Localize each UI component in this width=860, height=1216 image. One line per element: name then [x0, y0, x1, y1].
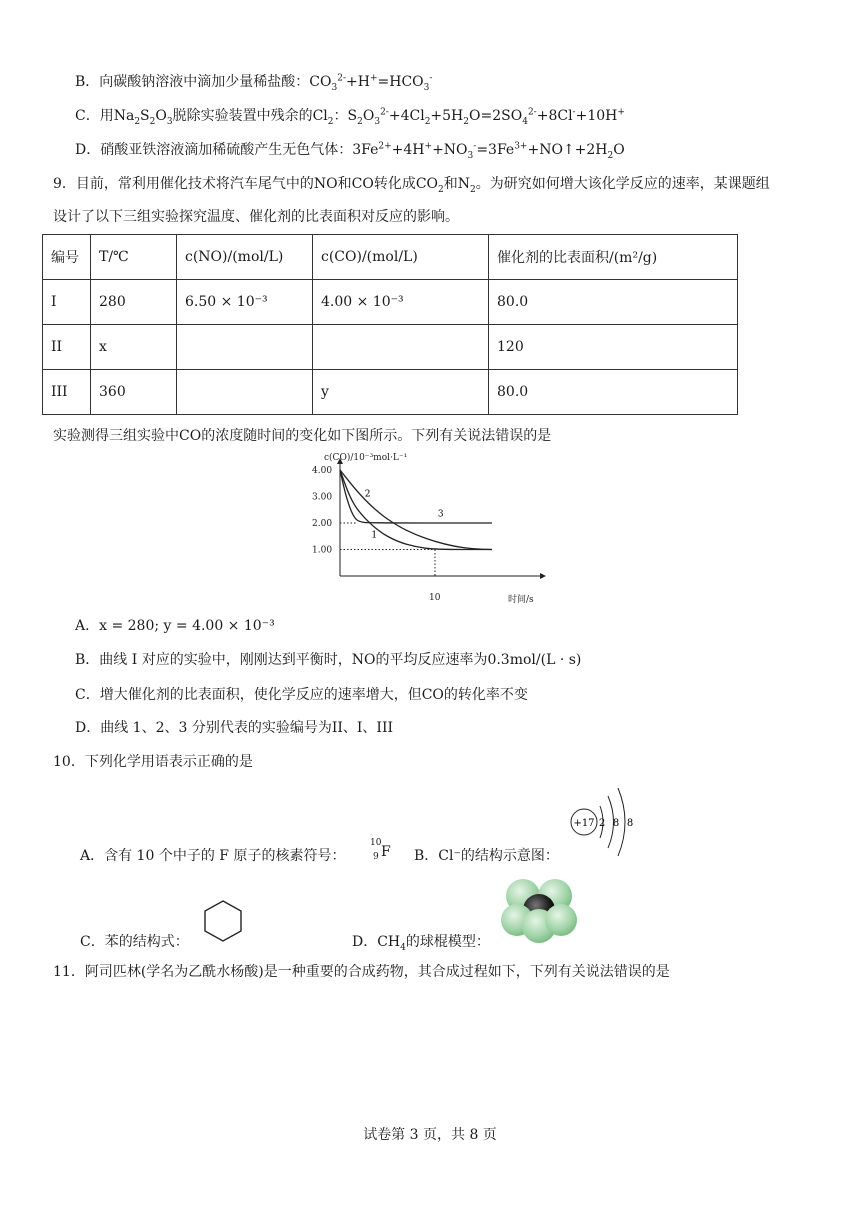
option-8-B: [75, 72, 432, 92]
option-8-D: [75, 140, 625, 160]
y-tick-label: 2.00: [312, 519, 333, 529]
table-cell: y: [313, 370, 489, 415]
series-label-2: 2: [364, 489, 371, 500]
co-concentration-chart: [300, 450, 550, 608]
table-header-row: [43, 235, 738, 280]
option-10-B-label: B．Cl⁻的结构示意图：: [414, 848, 559, 864]
option-8-D-label: D．硝酸亚铁溶液滴加稀硫酸产生无色气体：: [75, 142, 353, 158]
option-8-C: [75, 106, 625, 126]
table-cell: II: [43, 325, 91, 370]
nucleus-charge: +17: [573, 818, 595, 829]
table-cell: 6.50 × 10⁻³: [177, 280, 313, 325]
question-9-stem-line1: 9．目前，常利用催化技术将汽车尾气中的NO和CO转化成$CO_2$和$N_2$。为研究如何增大该化学反应的速率，某课题组: [53, 176, 770, 195]
table-cell: [177, 370, 313, 415]
table-cell: [313, 325, 489, 370]
table-row: [43, 325, 738, 370]
shell-3-electrons: 8: [626, 818, 634, 829]
series-label-1: 1: [371, 530, 378, 541]
option-10-C: [80, 932, 189, 952]
table-cell: x: [91, 325, 177, 370]
option-8-D-equation: $3Fe^{2+}+4H^++NO_3^-=3Fe^{3+}+NO↑+2H_2O$: [352, 141, 625, 161]
option-9-A: A．x = 280; y = 4.00 × 10⁻³: [75, 618, 275, 634]
x-axis-arrow: [540, 573, 546, 579]
table-cell: 80.0: [489, 370, 738, 415]
table-cell: I: [43, 280, 91, 325]
option-8-B-label: B．向碳酸钠溶液中滴加少量稀盐酸：: [75, 74, 310, 90]
chloride-ion-structure-diagram: [566, 784, 646, 862]
option-8-B-equation: $CO_3^{2-}+H^+=HCO_3^-$: [309, 73, 433, 93]
table-header-cell: T/℃: [91, 235, 177, 280]
hydrogen-atom: [545, 904, 577, 936]
benzene-hexagon: [205, 901, 241, 941]
x-axis-label: 时间/s: [508, 595, 534, 605]
table-row: [43, 280, 738, 325]
x-tick-label: 10: [429, 593, 441, 603]
series-label-3: 3: [437, 509, 444, 520]
question-10-stem: 10．下列化学用语表示正确的是: [53, 754, 253, 770]
y-tick-label: 4.00: [312, 466, 333, 476]
experiment-table: [42, 234, 738, 415]
table-header-cell: c(NO)/(mol/L): [177, 235, 313, 280]
table-header-cell: c(CO)/(mol/L): [313, 235, 489, 280]
y-tick-label: 1.00: [312, 545, 333, 556]
mass-number: 10: [370, 838, 382, 848]
series-line-2: [340, 470, 492, 550]
element-symbol: F: [381, 844, 391, 860]
option-10-D-label: D．$CH_4$的球棍模型：: [352, 934, 490, 953]
series-line-1: [340, 470, 492, 550]
table-row: [43, 370, 738, 415]
benzene-structure-diagram: [200, 898, 246, 944]
table-cell: 360: [91, 370, 177, 415]
question-9-after-table: 实验测得三组实验中CO的浓度随时间的变化如下图所示。下列有关说法错误的是: [53, 428, 552, 444]
table-cell: [177, 325, 313, 370]
question-9-stem-line2: 设计了以下三组实验探究温度、催化剂的比表面积对反应的影响。: [53, 209, 459, 225]
table-header-cell: 编号: [43, 235, 91, 280]
page-footer: 试卷第 3 页，共 8 页: [363, 1127, 497, 1143]
option-8-C-equation: $S_2O_3^{2-}+4Cl_2+5H_2O=2SO_4^{2-}+8Cl^-+10H^+$: [347, 107, 625, 127]
table-cell: 280: [91, 280, 177, 325]
option-10-A-label: A．含有 10 个中子的 F 原子的核素符号：: [80, 848, 346, 864]
option-9-B: B．曲线 I 对应的实验中，刚刚达到平衡时，NO的平均反应速率为0.3mol/(L · s): [75, 652, 582, 668]
table-header-cell: 催化剂的比表面积/(m²/g): [489, 235, 738, 280]
option-10-C-label: C．苯的结构式：: [80, 934, 189, 950]
question-11-stem: 11．阿司匹林(学名为乙酰水杨酸)是一种重要的合成药物，其合成过程如下，下列有关说法错误的是: [53, 964, 670, 980]
option-8-C-label: C．用$Na_2S_2O_3$脱除实验装置中残余的$Cl_2$：: [75, 108, 348, 127]
table-cell: 120: [489, 325, 738, 370]
y-tick-label: 3.00: [312, 492, 333, 503]
shell-1-electrons: 2: [598, 818, 606, 829]
table-cell: 4.00 × 10⁻³: [313, 280, 489, 325]
methane-ball-model: [495, 874, 583, 946]
nuclide-symbol: [370, 838, 398, 868]
y-axis-label: c(CO)/10⁻³mol·L⁻¹: [324, 453, 408, 463]
option-10-B: [414, 846, 559, 866]
table-cell: III: [43, 370, 91, 415]
atomic-number: 9: [373, 852, 379, 862]
option-10-A: [80, 846, 345, 866]
option-9-D: D．曲线 1、2、3 分别代表的实验编号为II、I、III: [75, 720, 394, 736]
option-9-C: C．增大催化剂的比表面积，使化学反应的速率增大，但CO的转化率不变: [75, 687, 528, 703]
table-cell: 80.0: [489, 280, 738, 325]
shell-2-electrons: 8: [612, 818, 620, 829]
option-10-D: [352, 932, 490, 952]
